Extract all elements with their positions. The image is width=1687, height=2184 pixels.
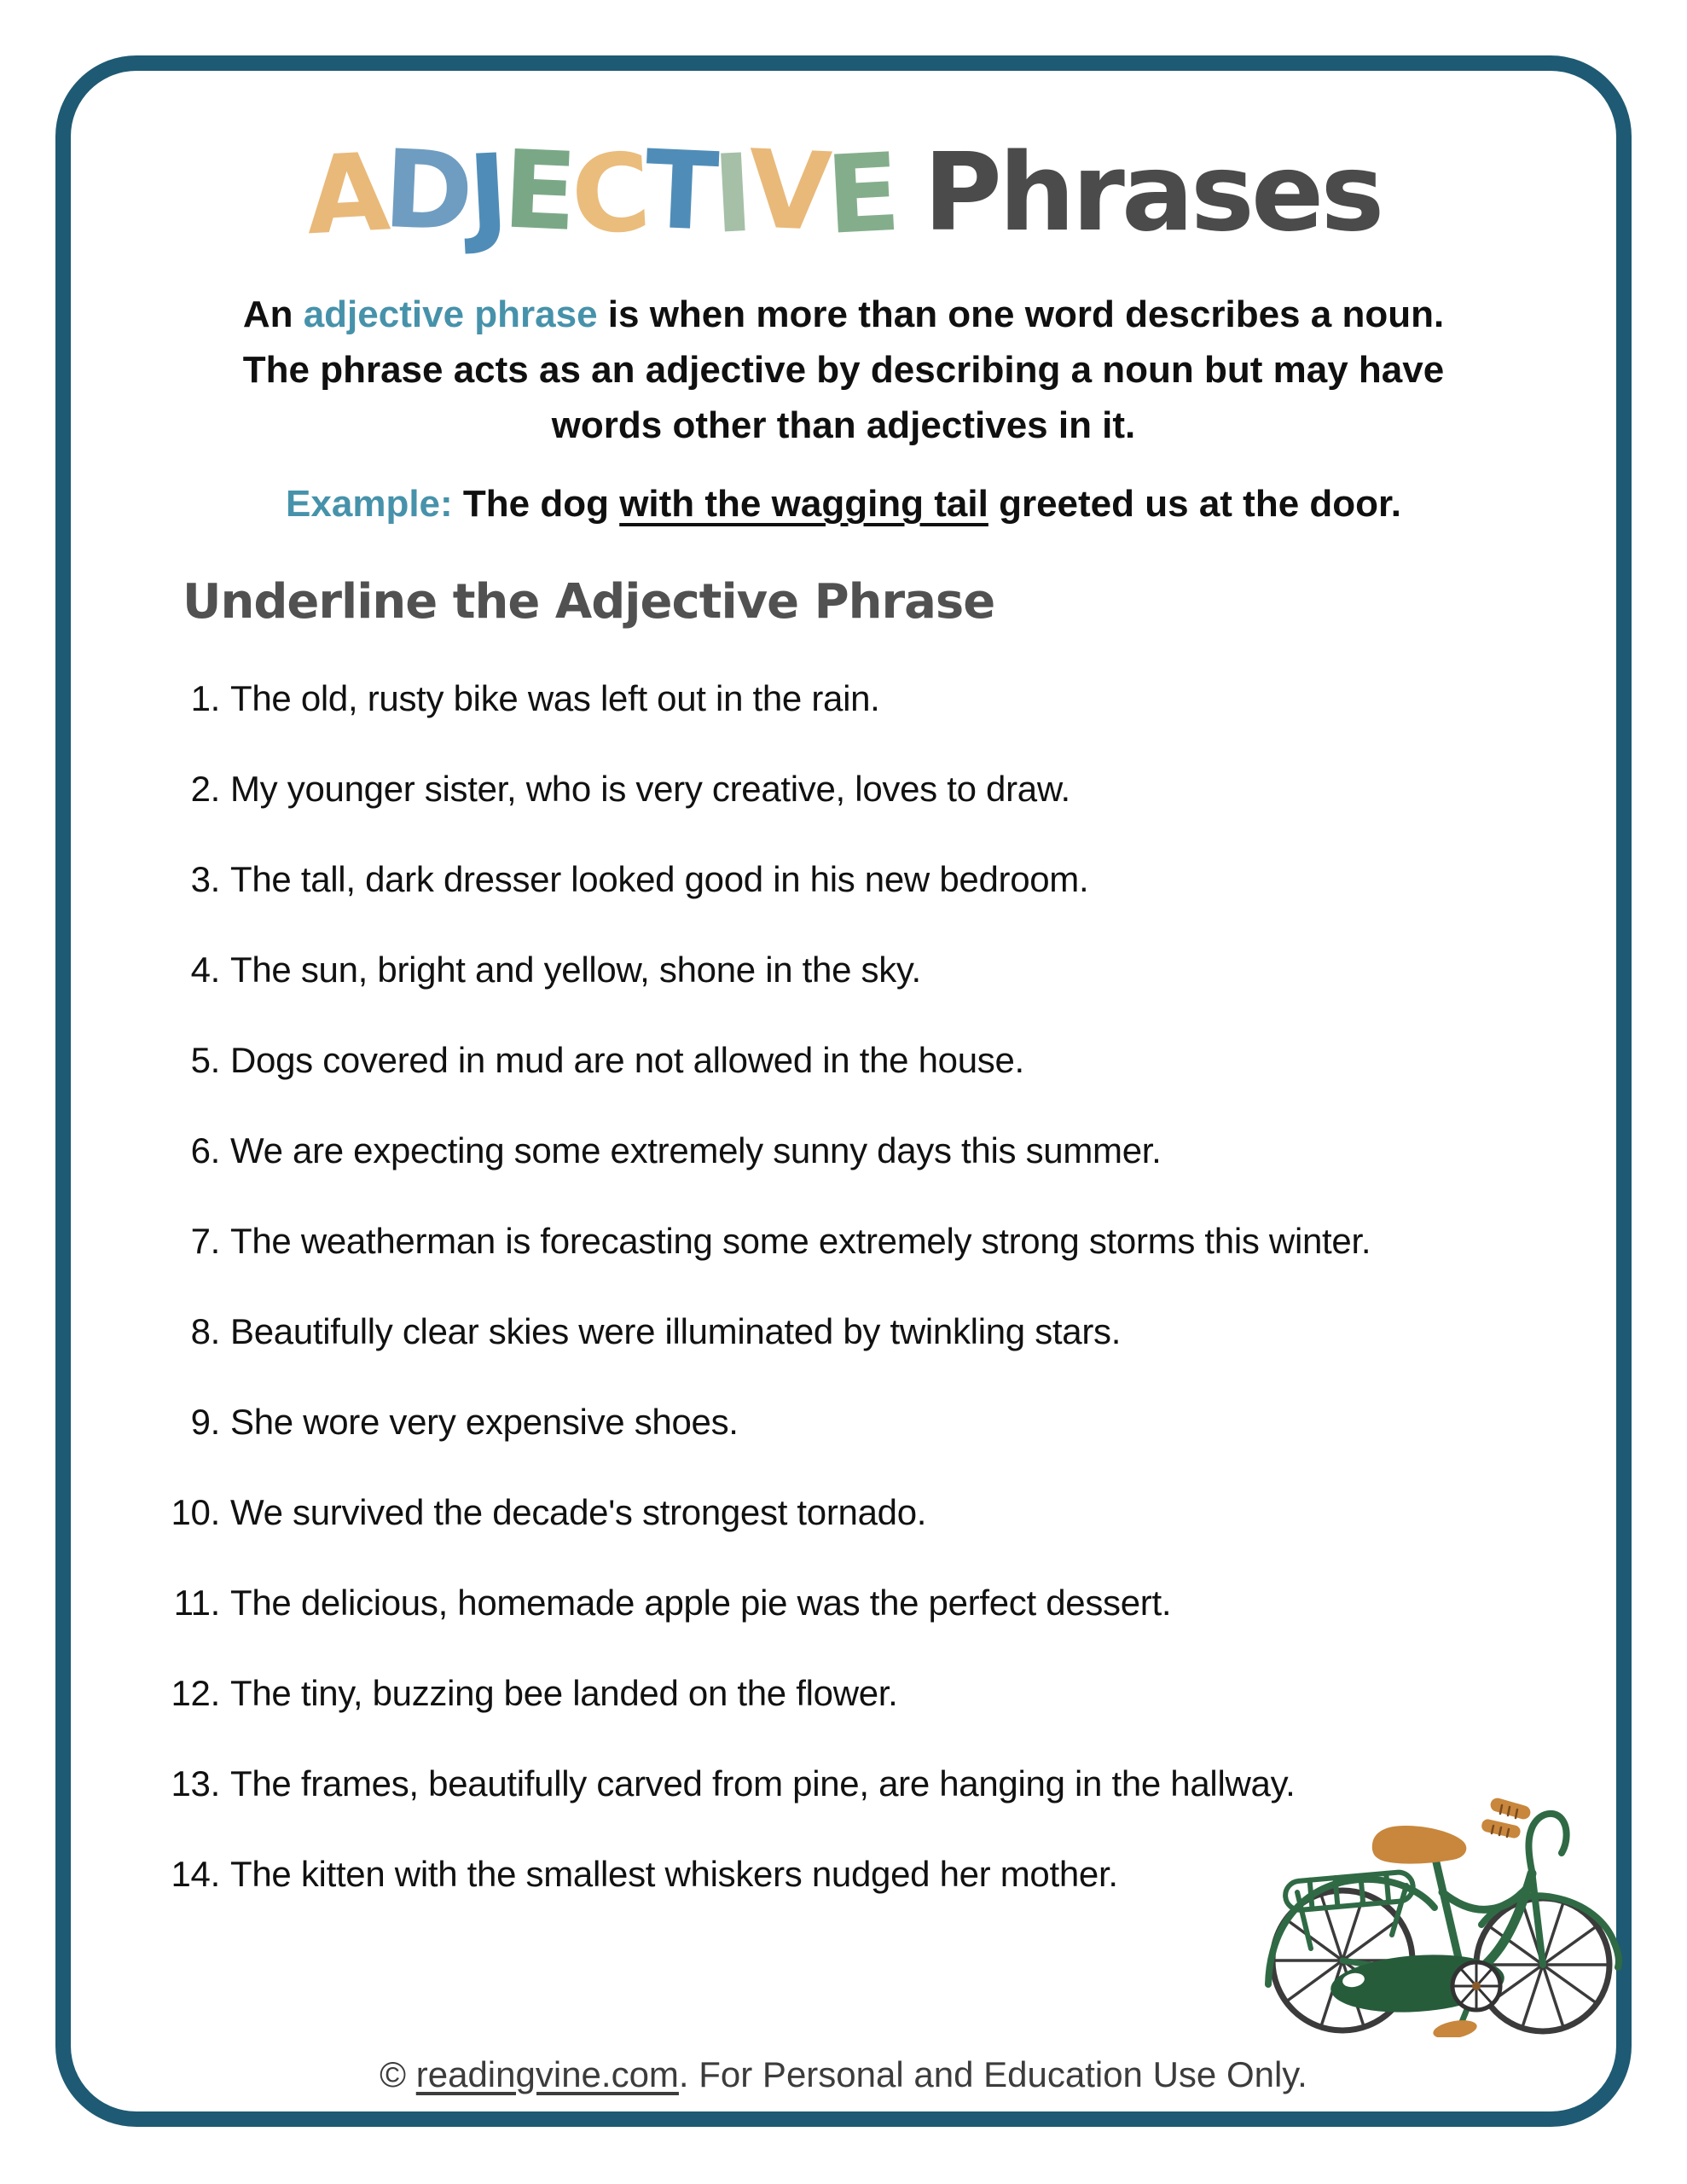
example-label: Example: [286, 483, 453, 526]
intro-line: The phrase acts as an adjective by describing a noun but may have [242, 349, 1445, 392]
list-item: Dogs covered in mud are not allowed in the house. [230, 1040, 1024, 1081]
intro-paragraph [128, 287, 1559, 453]
intro-text: An [242, 293, 304, 336]
list-item: The old, rusty bike was left out in the rain. [230, 678, 880, 719]
title-letter: E [500, 126, 575, 255]
list-item: My younger sister, who is very creative, loves to draw. [230, 769, 1070, 810]
title-letter: T [642, 126, 716, 255]
title-letter: A [302, 129, 388, 259]
list-item: We are expecting some extremely sunny days this summer. [230, 1130, 1162, 1171]
bicycle-illustration [1252, 1781, 1629, 2037]
sentence-list [128, 677, 1559, 1896]
example-adjective-phrase: with the wagging tail [619, 483, 988, 526]
title-letter: D [381, 125, 472, 256]
list-item: The tall, dark dresser looked good in his new bedroom. [230, 859, 1089, 900]
intro-line: words other than adjectives in it. [551, 404, 1136, 447]
footer-text: . For Personal and Education Use Only. [678, 2054, 1307, 2095]
list-item: Beautifully clear skies were illuminated by twinkling stars. [230, 1311, 1122, 1352]
list-item: The kitten with the smallest whiskers nudged her mother. [230, 1854, 1118, 1895]
page-title [128, 125, 1559, 259]
title-letter: E [822, 130, 898, 258]
intro-text: is when more than one word describes a noun. [597, 293, 1445, 336]
title-word-phrases: Phrases [923, 130, 1382, 255]
example-line [128, 479, 1559, 530]
title-letter: C [568, 129, 649, 259]
list-item: She wore very expensive shoes. [230, 1402, 739, 1443]
list-item: The weatherman is forecasting some extremely strong storms this winter. [230, 1221, 1371, 1262]
footer-text: © [380, 2054, 416, 2095]
section-heading: Underline the Adjective Phrase [183, 574, 995, 630]
footer-copyright [128, 2054, 1559, 2095]
list-item: The tiny, buzzing bee landed on the flower. [230, 1673, 898, 1714]
title-letter: V [745, 126, 829, 255]
list-item: We survived the decade's strongest tornado. [230, 1492, 927, 1533]
list-item: The frames, beautifully carved from pine, are hanging in the hallway. [230, 1763, 1296, 1804]
list-item: The delicious, homemade apple pie was the perfect dessert. [230, 1583, 1172, 1623]
intro-line [128, 287, 1559, 342]
list-item: The sun, bright and yellow, shone in the sky. [230, 950, 921, 990]
intro-accent-term: adjective phrase [303, 293, 598, 336]
readingvine-link[interactable]: readingvine.com [415, 2054, 679, 2095]
title-letter: J [465, 131, 507, 258]
example-text: greeted us at the door. [988, 483, 1401, 526]
example-text: The dog [452, 483, 620, 526]
title-letter: I [710, 131, 751, 258]
